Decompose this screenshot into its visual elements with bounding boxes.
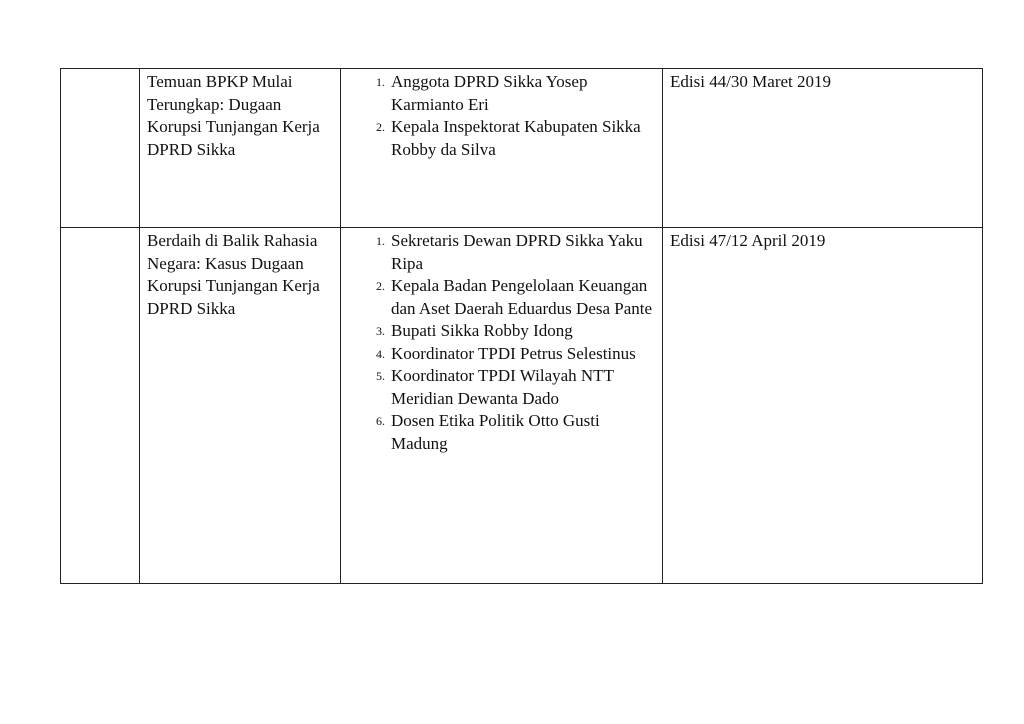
title-cell [140, 69, 341, 228]
edition-cell [663, 69, 983, 228]
sources-cell [341, 69, 663, 228]
list-item-number: 3. [376, 324, 385, 338]
list-item [341, 320, 654, 343]
list-item [341, 116, 654, 161]
title-cell [140, 228, 341, 584]
edition-label: Edisi 44/30 Maret 2019 [670, 72, 832, 91]
table-row [61, 69, 983, 228]
list-item-text: Dosen Etika Politik Otto Gusti Madung [391, 411, 600, 453]
list-item-text: Koordinator TPDI Petrus Selestinus [391, 343, 636, 363]
list-item-number: 5. [376, 369, 385, 383]
list-item-number: 2. [376, 279, 385, 293]
list-item [341, 410, 654, 455]
sources-cell [341, 228, 663, 584]
table-row [61, 228, 983, 584]
list-item [341, 343, 654, 366]
article-title: Temuan BPKP Mulai Terungkap: Dugaan Korupsi Tunjangan Kerja DPRD Sikka [147, 72, 320, 159]
source-list [341, 69, 662, 161]
list-item [341, 365, 654, 410]
list-item-text: Kepala Inspektorat Kabupaten Sikka Robby da Silva [391, 117, 641, 159]
list-item-text: Anggota DPRD Sikka Yosep Karmianto Eri [391, 72, 588, 114]
article-title: Berdaih di Balik Rahasia Negara: Kasus Dugaan Korupsi Tunjangan Kerja DPRD Sikka [147, 231, 320, 318]
list-item-text: Koordinator TPDI Wilayah NTT Meridian Dewanta Dado [391, 366, 614, 408]
list-item-number: 6. [376, 414, 385, 428]
list-item-text: Sekretaris Dewan DPRD Sikka Yaku Ripa [391, 231, 643, 273]
list-item-text: Kepala Badan Pengelolaan Keuangan dan Aset Daerah Eduardus Desa Pante [391, 276, 653, 318]
list-item [341, 71, 654, 116]
number-cell [61, 228, 140, 584]
list-item [341, 275, 654, 320]
list-item-number: 2. [376, 120, 385, 134]
list-item-number: 1. [376, 75, 385, 89]
edition-label: Edisi 47/12 April 2019 [670, 231, 826, 250]
news-table [60, 68, 983, 584]
list-item-number: 4. [376, 346, 385, 361]
list-item-number: 1. [376, 234, 385, 248]
list-item [341, 230, 654, 275]
list-item-text: Bupati Sikka Robby Idong [391, 321, 573, 340]
number-cell [61, 69, 140, 228]
source-list [341, 228, 662, 455]
edition-cell [663, 228, 983, 584]
